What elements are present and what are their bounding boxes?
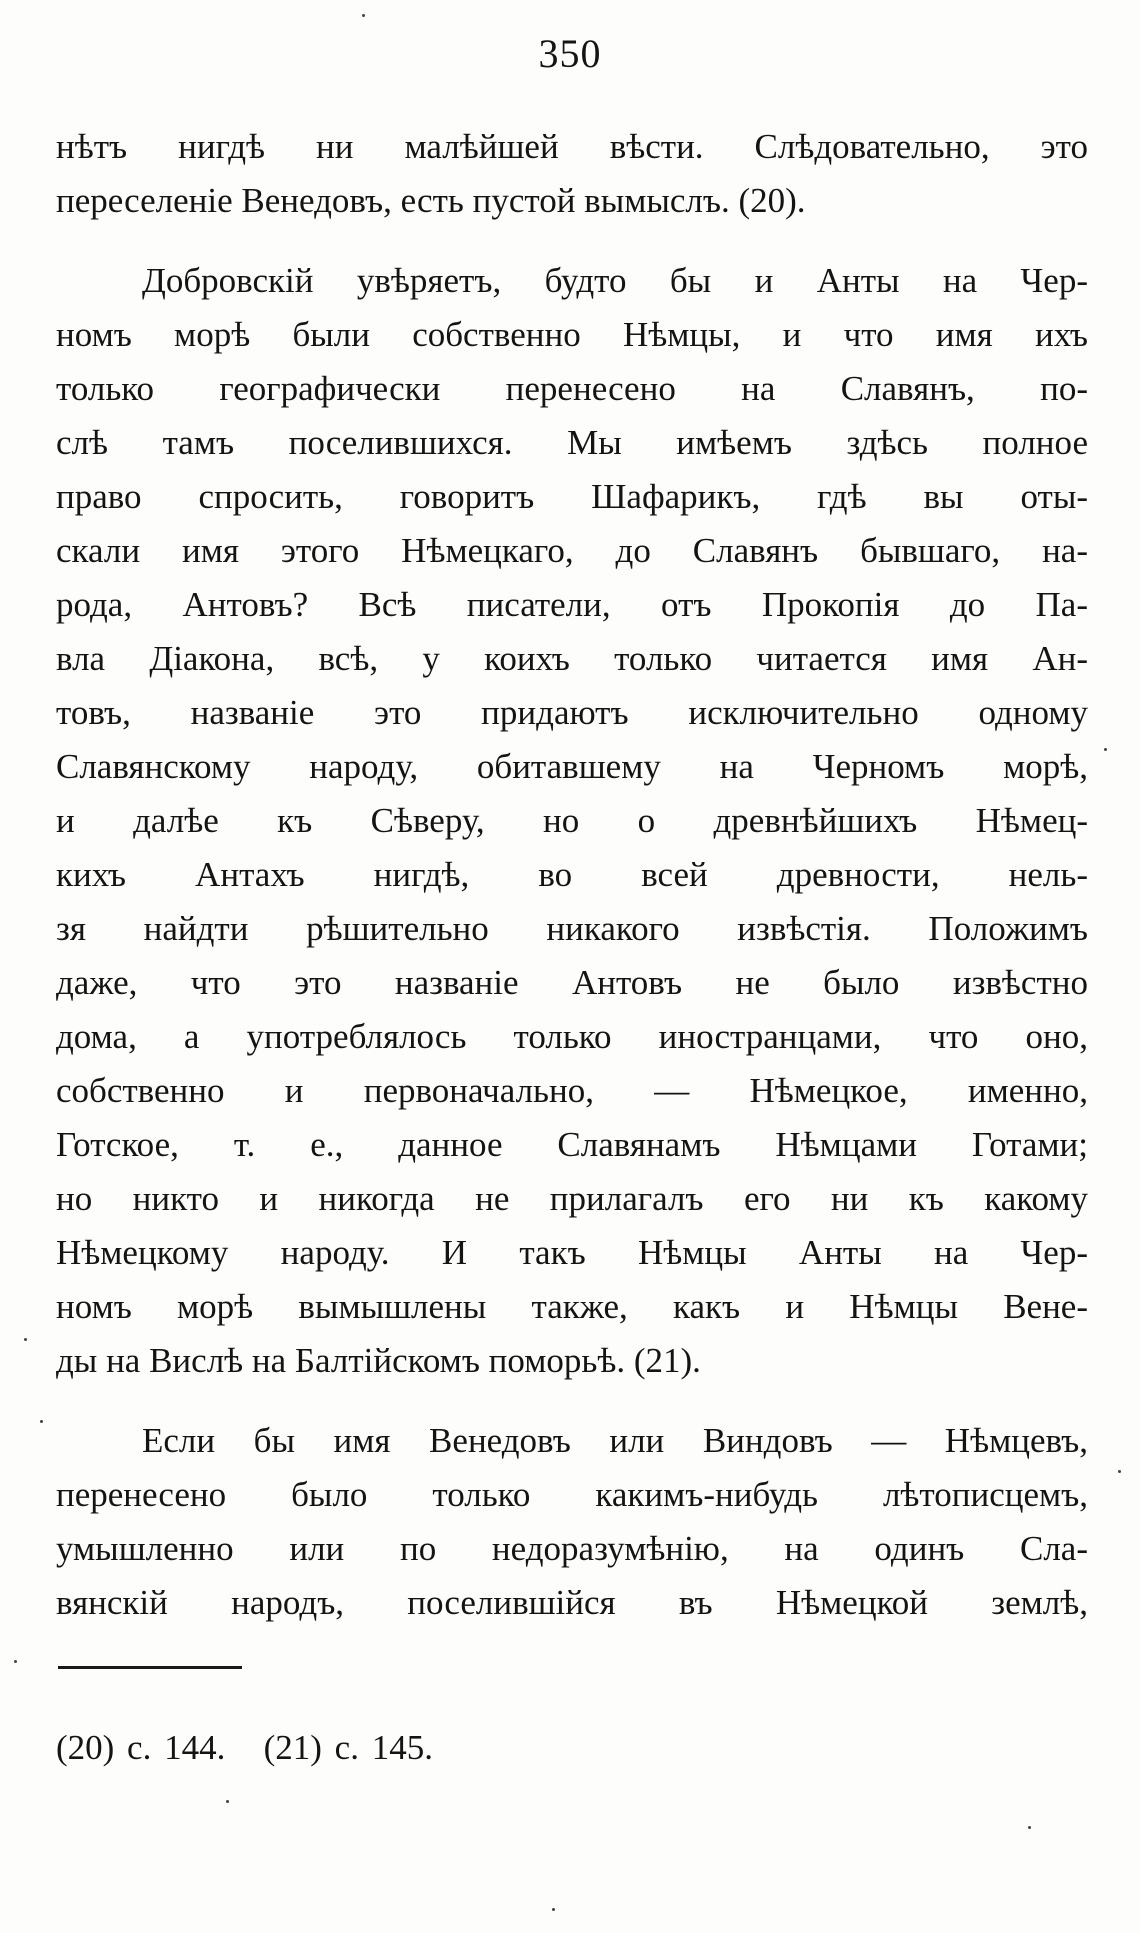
- text-line: зя найдти рѣшительно никакого извѣстія. Положимъ: [56, 909, 1088, 948]
- text-line: вла Діакона, всѣ, у коихъ только читается имя Ан-: [56, 639, 1088, 678]
- text-line: право спросить, говоритъ Шафарикъ, гдѣ вы оты-: [56, 477, 1088, 516]
- text-line: слѣ тамъ поселившихся. Мы имѣемъ здѣсь полное: [56, 423, 1088, 462]
- text-line: скали имя этого Нѣмецкаго, до Славянъ бывшаго, на-: [56, 531, 1088, 570]
- page-number: 350: [538, 31, 602, 76]
- scan-speck: [40, 1420, 43, 1423]
- scan-speck: [552, 1908, 555, 1911]
- text-line: дома, а употреблялось только иностранцами, что оно,: [56, 1017, 1088, 1056]
- body-text: [56, 120, 1088, 1630]
- text-line: только географически перенесено на Славянъ, по-: [56, 369, 1088, 408]
- text-line: Нѣмецкому народу. И такъ Нѣмцы Анты на Чер-: [56, 1233, 1088, 1272]
- scan-speck: [1104, 748, 1107, 751]
- text-line: переселеніе Венедовъ, есть пустой вымыслъ. (20).: [56, 181, 806, 220]
- footnotes: (20) с. 144. (21) с. 145.: [56, 1728, 433, 1767]
- text-line: вянскій народъ, поселившійся въ Нѣмецкой землѣ,: [56, 1583, 1088, 1622]
- scan-speck: [1028, 1826, 1031, 1829]
- scan-speck: [1118, 1470, 1121, 1473]
- text-line: и далѣе къ Сѣверу, но о древнѣйшихъ Нѣмец-: [56, 801, 1088, 840]
- text-line: рода, Антовъ? Всѣ писатели, отъ Прокопія до Па-: [56, 585, 1088, 624]
- scan-speck: [226, 1800, 229, 1803]
- text-line: кихъ Антахъ нигдѣ, во всей древности, нель-: [56, 855, 1088, 894]
- text-line: умышленно или по недоразумѣнію, на одинъ Сла-: [56, 1529, 1088, 1568]
- text-line: Добровскій увѣряетъ, будто бы и Анты на Чер-: [142, 261, 1088, 300]
- text-line: нѣтъ нигдѣ ни малѣйшей вѣсти. Слѣдовательно, это: [56, 127, 1088, 166]
- scan-speck: [24, 1338, 27, 1341]
- text-line: перенесено было только какимъ-нибудь лѣтописцемъ,: [56, 1475, 1088, 1514]
- text-line: номъ морѣ были собственно Нѣмцы, и что имя ихъ: [56, 315, 1088, 354]
- text-line: товъ, названіе это придаютъ исключительно одному: [56, 693, 1088, 732]
- text-line: Если бы имя Венедовъ или Виндовъ — Нѣмцевъ,: [142, 1421, 1088, 1460]
- text-line: номъ морѣ вымышлены также, какъ и Нѣмцы Вене-: [56, 1287, 1088, 1326]
- footnote-divider: [58, 1666, 242, 1669]
- text-line: Славянскому народу, обитавшему на Черномъ морѣ,: [56, 747, 1088, 786]
- text-line: собственно и первоначально, — Нѣмецкое, именно,: [56, 1071, 1088, 1110]
- text-line: Готское, т. е., данное Славянамъ Нѣмцами Готами;: [56, 1125, 1088, 1164]
- text-line: но никто и никогда не прилагалъ его ни къ какому: [56, 1179, 1088, 1218]
- scan-speck: [14, 1660, 17, 1663]
- text-line: даже, что это названіе Антовъ не было извѣстно: [56, 963, 1088, 1002]
- scan-speck: [362, 14, 365, 17]
- text-line: ды на Вислѣ на Балтійскомъ поморьѣ. (21).: [56, 1341, 701, 1380]
